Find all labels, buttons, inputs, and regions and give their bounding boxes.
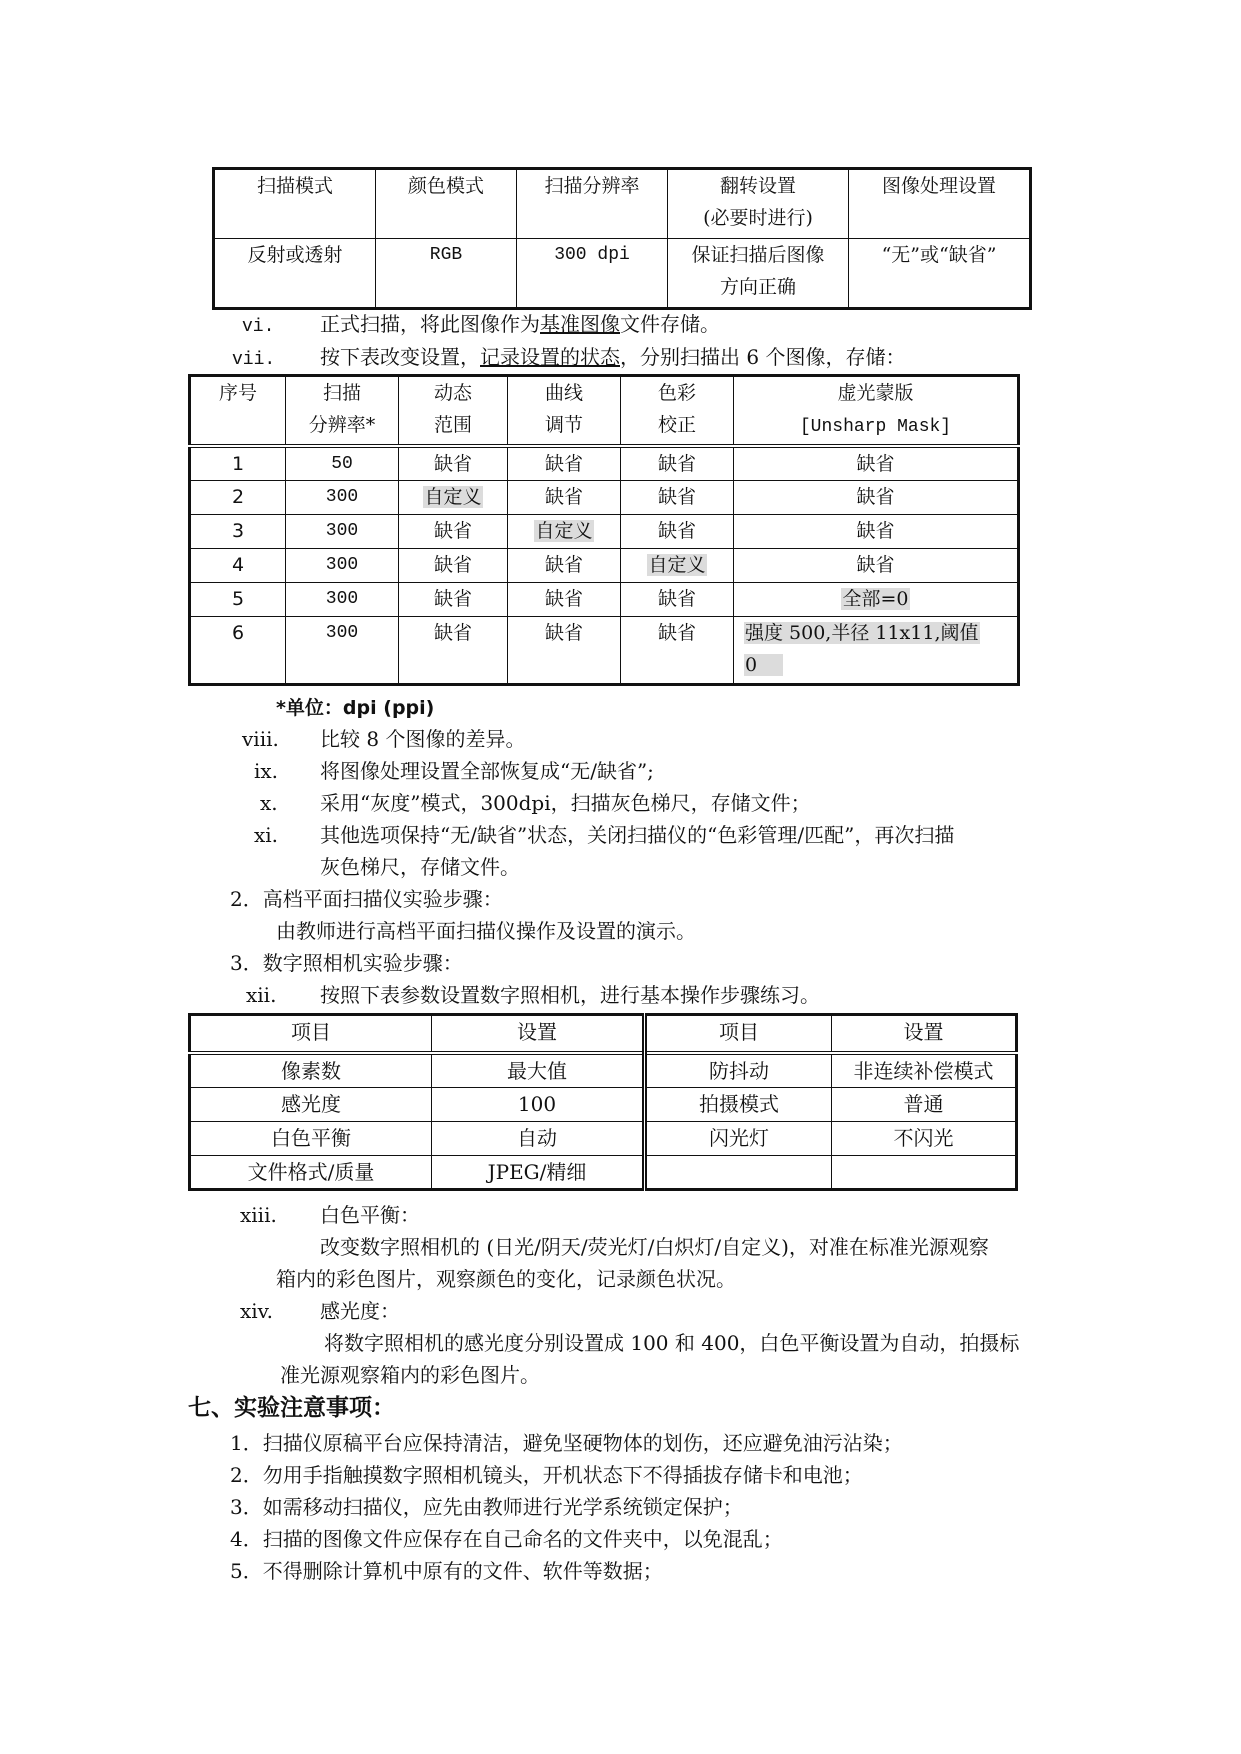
cell: 4 xyxy=(231,553,245,576)
table-row xyxy=(190,1053,1017,1088)
cell-image-processing: “无”或“缺省” xyxy=(881,244,997,266)
cell: 300 xyxy=(325,622,359,643)
cell: 缺省 xyxy=(544,553,583,576)
table-row xyxy=(190,582,1019,616)
step-vii xyxy=(232,342,275,375)
cell: 缺省 xyxy=(433,553,472,576)
cell: 50 xyxy=(331,453,353,474)
cell: 非连续补偿模式 xyxy=(853,1058,994,1083)
note-item: 1．扫描仪原稿平台应保持清洁，避免坚硬物体的划伤，还应避免油污沾染； xyxy=(230,1431,903,1455)
cell: 6 xyxy=(231,621,245,644)
step-vi xyxy=(242,309,274,342)
scan-settings-table xyxy=(212,167,1032,310)
cell: 白色平衡 xyxy=(271,1125,351,1150)
note-item: 4．扫描的图像文件应保存在自己命名的文件夹中，以免混乱； xyxy=(230,1527,783,1551)
header-scan-mode: 扫描模式 xyxy=(256,175,333,197)
cell: 缺省 xyxy=(657,485,696,508)
cell: 缺省 xyxy=(856,452,895,475)
cell: JPEG/精细 xyxy=(487,1159,587,1184)
table-row xyxy=(190,616,1019,684)
step-xiv-body: 将数字照相机的感光度分别设置成 100 和 400，白色平衡设置为自动，拍摄标 xyxy=(324,1331,1020,1355)
step-xiii-body: 改变数字照相机的 (日光/阴天/荧光灯/白炽灯/自定义)，对准在标准光源观察 xyxy=(320,1235,989,1259)
highlighted-cell: 强度 500,半径 11x11,阈值 xyxy=(745,621,979,644)
cell: 文件格式/质量 xyxy=(247,1159,375,1184)
note-item: 5．不得删除计算机中原有的文件、软件等数据； xyxy=(230,1559,663,1583)
cell: 不闪光 xyxy=(893,1125,954,1150)
step-xii-num: xii. xyxy=(246,983,277,1007)
step-xiii-title: 白色平衡： xyxy=(320,1203,420,1227)
table-row xyxy=(190,480,1019,514)
cell: 缺省 xyxy=(433,621,472,644)
header-color: 色彩 xyxy=(657,382,696,404)
table-row xyxy=(190,1155,1017,1189)
cell: 最大值 xyxy=(507,1058,567,1083)
cell: 缺省 xyxy=(856,519,895,542)
table-row xyxy=(190,1087,1017,1121)
step-viii-text: 比较 8 个图像的差异。 xyxy=(320,727,526,751)
header-unsharp-2: [Unsharp Mask] xyxy=(799,417,952,437)
table-row xyxy=(190,514,1019,548)
step-number: vi. xyxy=(242,317,275,337)
cell: 自动 xyxy=(517,1125,557,1150)
header-scan-2: 分辨率* xyxy=(308,414,376,436)
cell-resolution: 300 dpi xyxy=(554,245,630,265)
cell: 缺省 xyxy=(544,452,583,475)
table-row xyxy=(190,548,1019,582)
cell: 缺省 xyxy=(856,485,895,508)
highlighted-cell: 自定义 xyxy=(424,485,482,508)
scan-variation-table xyxy=(188,374,1020,686)
section-3-title: 3．数字照相机实验步骤： xyxy=(230,951,463,975)
header-flip: 翻转设置 xyxy=(719,175,796,197)
step-vii-text xyxy=(320,342,905,372)
cell: 5 xyxy=(231,587,245,610)
underlined-term: 基准图像 xyxy=(540,312,620,336)
highlighted-cell: 自定义 xyxy=(535,519,593,542)
note-item: 2．勿用手指触摸数字照相机镜头，开机状态下不得插拔存储卡和电池； xyxy=(230,1463,863,1487)
cell: 2 xyxy=(231,485,245,508)
step-vi-text xyxy=(320,309,720,339)
step-text: 正式扫描，将此图像作为 xyxy=(320,312,540,336)
table-row xyxy=(190,1121,1017,1155)
step-number: vii. xyxy=(232,350,276,370)
cell-color-mode: RGB xyxy=(429,245,463,265)
note-item: 3．如需移动扫描仪，应先由教师进行光学系统锁定保护； xyxy=(230,1495,743,1519)
header-flip-note: (必要时进行) xyxy=(703,207,813,229)
cell: 缺省 xyxy=(433,587,472,610)
cell: 缺省 xyxy=(433,519,472,542)
step-ix-text: 将图像处理设置全部恢复成“无/缺省”; xyxy=(320,759,654,783)
table-row xyxy=(190,446,1019,481)
cell: 缺省 xyxy=(544,587,583,610)
highlighted-cell: 全部=0 xyxy=(842,587,909,610)
underlined-term: 记录设置的状态 xyxy=(480,345,620,369)
cell: 像素数 xyxy=(281,1058,341,1083)
highlighted-cell: 自定义 xyxy=(648,553,706,576)
step-xiv-title: 感光度： xyxy=(320,1299,400,1323)
step-xi-cont: 灰色梯尺，存储文件。 xyxy=(320,855,520,879)
step-xiv-num: xiv. xyxy=(240,1299,273,1323)
cell: 100 xyxy=(517,1091,557,1116)
cell: 300 xyxy=(325,520,359,541)
cell: 缺省 xyxy=(433,452,472,475)
header-item: 项目 xyxy=(291,1020,331,1044)
header-curve: 曲线 xyxy=(544,382,583,404)
cell: 防抖动 xyxy=(709,1058,769,1083)
cell: 闪光灯 xyxy=(709,1125,769,1150)
header-setting-2: 设置 xyxy=(903,1020,944,1044)
header-scan: 扫描 xyxy=(322,382,361,404)
cell: 缺省 xyxy=(544,485,583,508)
header-image-processing: 图像处理设置 xyxy=(881,175,996,197)
cell: 拍摄模式 xyxy=(699,1091,779,1116)
step-text-end: ，分别扫描出 6 个图像，存储： xyxy=(620,345,906,369)
step-x-text: 采用“灰度”模式，300dpi，扫描灰色梯尺，存储文件； xyxy=(320,791,811,815)
section-2-title: 2．高档平面扫描仪实验步骤： xyxy=(230,887,503,911)
cell: 300 xyxy=(325,554,359,575)
highlighted-cell: 0 xyxy=(744,654,783,676)
cell: 缺省 xyxy=(856,553,895,576)
step-text: 按下表改变设置， xyxy=(320,345,480,369)
cell-scan-mode: 反射或透射 xyxy=(247,244,343,266)
cell: 缺省 xyxy=(657,587,696,610)
cell: 普通 xyxy=(903,1091,944,1116)
header-setting: 设置 xyxy=(517,1020,557,1044)
cell-flip: 保证扫描后图像 xyxy=(691,244,825,266)
header-dynamic-2: 范围 xyxy=(433,414,472,436)
header-color-2: 校正 xyxy=(657,414,696,436)
notes-heading: 七、实验注意事项： xyxy=(188,1394,395,1421)
header-resolution: 扫描分辨率 xyxy=(544,175,640,197)
header-color-mode: 颜色模式 xyxy=(407,175,484,197)
section-2-body: 由教师进行高档平面扫描仪操作及设置的演示。 xyxy=(276,919,696,943)
cell: 300 xyxy=(325,486,359,507)
step-ix-num: ix. xyxy=(254,759,279,783)
cell: 3 xyxy=(231,519,245,542)
cell-flip-2: 方向正确 xyxy=(719,276,796,298)
step-xiii-body-cont: 箱内的彩色图片，观察颜色的变化，记录颜色状况。 xyxy=(276,1267,736,1291)
step-text-end: 文件存储。 xyxy=(620,312,720,336)
step-x-num: x. xyxy=(260,791,278,815)
header-item-2: 项目 xyxy=(719,1020,759,1044)
cell: 缺省 xyxy=(544,621,583,644)
step-xiii-num: xiii. xyxy=(240,1203,277,1227)
header-curve-2: 调节 xyxy=(544,414,583,436)
header-unsharp: 虚光蒙版 xyxy=(837,382,914,404)
cell: 感光度 xyxy=(281,1091,341,1116)
header-dynamic: 动态 xyxy=(433,382,472,404)
cell: 1 xyxy=(231,452,245,475)
cell: 缺省 xyxy=(657,621,696,644)
step-xiv-body-cont: 准光源观察箱内的彩色图片。 xyxy=(280,1363,540,1387)
header-index: 序号 xyxy=(218,382,257,404)
step-xii-text: 按照下表参数设置数字照相机，进行基本操作步骤练习。 xyxy=(320,983,820,1007)
step-xi-num: xi. xyxy=(254,823,279,847)
camera-settings-table xyxy=(188,1013,1018,1191)
table-footnote: *单位：dpi (ppi) xyxy=(276,697,435,719)
cell: 缺省 xyxy=(657,452,696,475)
step-xi-text: 其他选项保持“无/缺省”状态，关闭扫描仪的“色彩管理/匹配”，再次扫描 xyxy=(320,823,955,847)
cell: 缺省 xyxy=(657,519,696,542)
step-viii-num: viii. xyxy=(242,727,279,751)
cell: 300 xyxy=(325,588,359,609)
